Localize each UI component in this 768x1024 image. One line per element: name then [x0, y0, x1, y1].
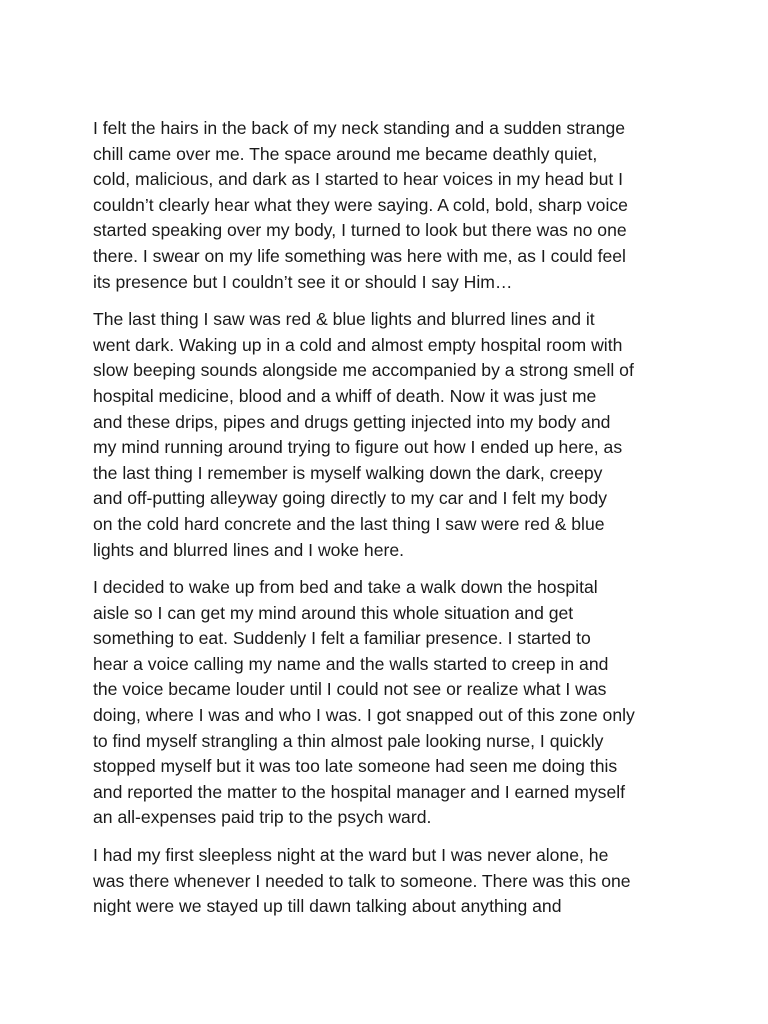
- text-line: on the cold hard concrete and the last thing I saw were red & blue: [93, 513, 605, 534]
- text-line: something to eat. Suddenly I felt a familiar presence. I started to: [93, 628, 591, 649]
- text-line: doing, where I was and who I was. I got snapped out of this zone only: [93, 705, 635, 726]
- paragraph-3: [93, 575, 683, 831]
- paragraph-1: [93, 116, 683, 295]
- text-line: went dark. Waking up in a cold and almost empty hospital room with: [93, 334, 623, 355]
- document-body: [93, 116, 683, 932]
- text-line: I had my first sleepless night at the ward but I was never alone, he: [93, 845, 609, 866]
- text-line: to find myself strangling a thin almost pale looking nurse, I quickly: [93, 730, 604, 751]
- text-line: and off-putting alleyway going directly to my car and I felt my body: [93, 488, 608, 509]
- text-line: I decided to wake up from bed and take a walk down the hospital: [93, 577, 598, 598]
- text-line: slow beeping sounds alongside me accompanied by a strong smell of: [93, 360, 634, 381]
- text-line: was there whenever I needed to talk to someone. There was this one: [93, 870, 631, 891]
- text-line: The last thing I saw was red & blue lights and blurred lines and it: [93, 309, 595, 330]
- text-line: the voice became louder until I could not see or realize what I was: [93, 679, 607, 700]
- text-line: the last thing I remember is myself walking down the dark, creepy: [93, 462, 603, 483]
- text-line: I felt the hairs in the back of my neck standing and a sudden strange: [93, 118, 626, 138]
- text-line: hospital medicine, blood and a whiff of death. Now it was just me: [93, 385, 597, 406]
- text-line: stopped myself but it was too late someone had seen me doing this: [93, 756, 618, 777]
- text-line: and these drips, pipes and drugs getting injected into my body and: [93, 411, 611, 432]
- text-line: chill came over me. The space around me became deathly quiet,: [93, 143, 598, 164]
- text-line: started speaking over my body, I turned to look but there was no one: [93, 220, 627, 241]
- text-line: hear a voice calling my name and the walls started to creep in and: [93, 653, 609, 674]
- text-line: there. I swear on my life something was here with me, as I could feel: [93, 245, 626, 266]
- paragraph-4: [93, 843, 683, 920]
- text-line: couldn’t clearly hear what they were saying. A cold, bold, sharp voice: [93, 194, 628, 215]
- text-line: night were we stayed up till dawn talking about anything and: [93, 896, 562, 917]
- text-line: cold, malicious, and dark as I started to hear voices in my head but I: [93, 169, 624, 190]
- text-line: lights and blurred lines and I woke here.: [93, 539, 405, 560]
- text-line: my mind running around trying to figure out how I ended up here, as: [93, 437, 623, 458]
- text-line: an all-expenses paid trip to the psych ward.: [93, 807, 432, 828]
- paragraph-2: [93, 307, 683, 563]
- text-line: aisle so I can get my mind around this whole situation and get: [93, 602, 574, 623]
- text-line: and reported the matter to the hospital manager and I earned myself: [93, 781, 626, 802]
- text-line: its presence but I couldn’t see it or should I say Him…: [93, 271, 513, 292]
